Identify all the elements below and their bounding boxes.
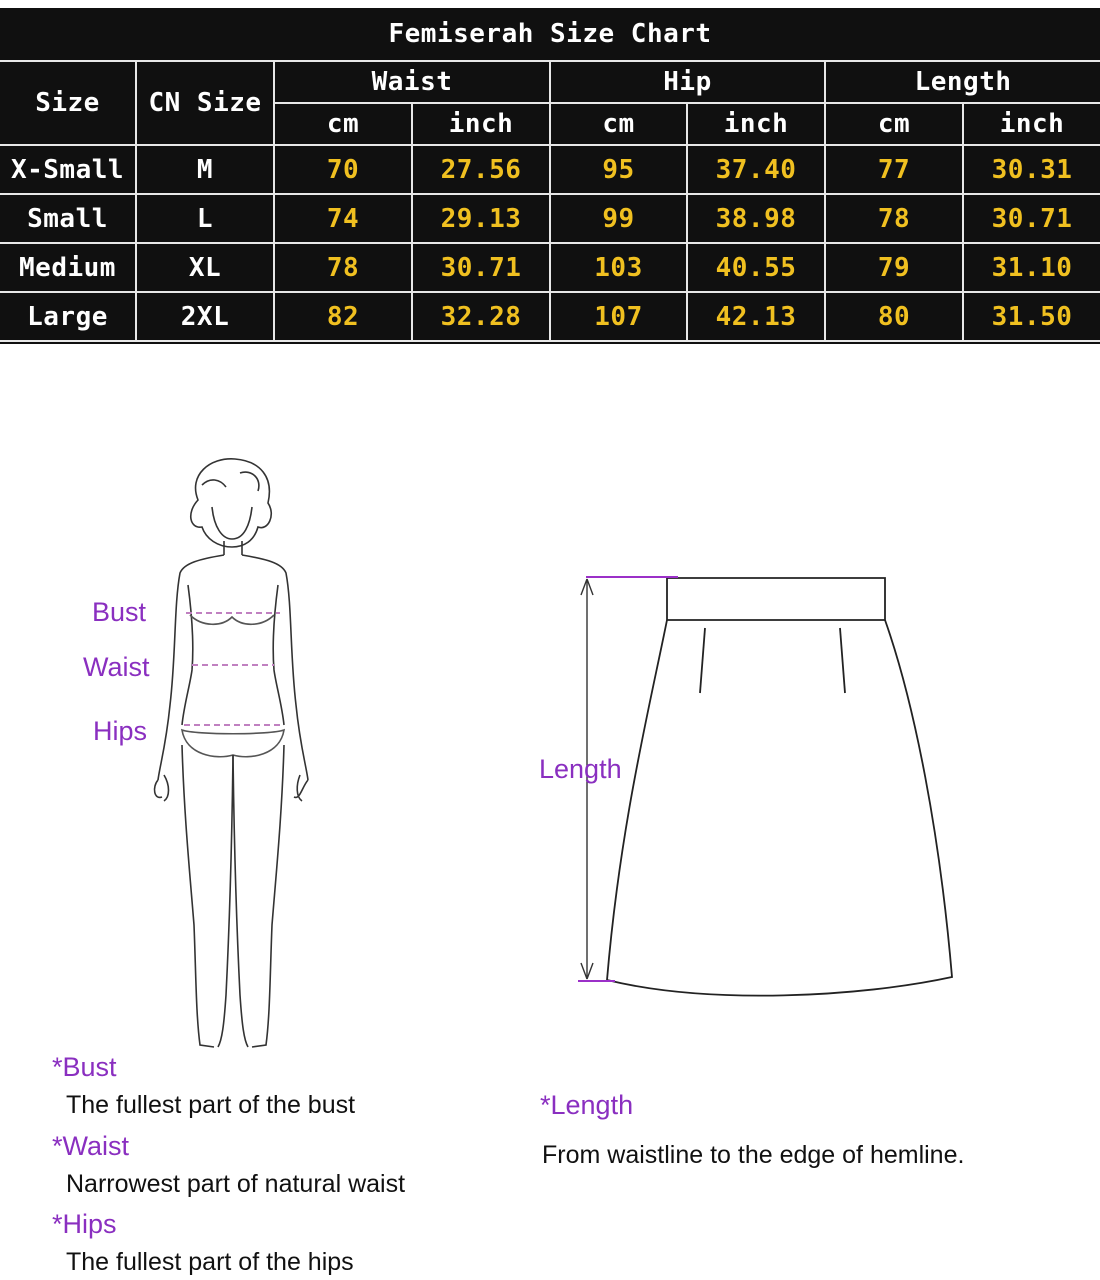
cell-size: Large	[0, 292, 136, 341]
cell-length-cm: 78	[825, 194, 963, 243]
cell-hip-inch: 38.98	[687, 194, 825, 243]
cell-cn-size: XL	[136, 243, 274, 292]
skirt-illustration	[560, 565, 960, 1005]
cell-hip-cm: 95	[550, 145, 687, 194]
cell-waist-cm: 70	[274, 145, 412, 194]
cell-hip-inch: 37.40	[687, 145, 825, 194]
cell-length-cm: 79	[825, 243, 963, 292]
header-hip-inch: inch	[687, 103, 825, 145]
header-size: Size	[0, 61, 136, 145]
waist-text: Narrowest part of natural waist	[66, 1170, 406, 1198]
cell-hip-cm: 99	[550, 194, 687, 243]
header-waist-inch: inch	[412, 103, 550, 145]
table-row	[0, 292, 1100, 341]
cell-cn-size: L	[136, 194, 274, 243]
cell-size: Small	[0, 194, 136, 243]
waist-label: Waist	[83, 652, 150, 682]
cell-length-inch: 30.31	[963, 145, 1100, 194]
cell-waist-inch: 30.71	[412, 243, 550, 292]
header-length: Length	[825, 61, 1100, 103]
cell-hip-inch: 42.13	[687, 292, 825, 341]
bust-text: The fullest part of the bust	[66, 1091, 356, 1119]
length-description	[540, 1090, 964, 1170]
header-hip-cm: cm	[550, 103, 687, 145]
cell-size: Medium	[0, 243, 136, 292]
cell-length-cm: 80	[825, 292, 963, 341]
header-cn-size: CN Size	[136, 61, 274, 145]
cell-size: X-Small	[0, 145, 136, 194]
cell-hip-cm: 107	[550, 292, 687, 341]
hips-term: *Hips	[52, 1209, 117, 1239]
table-row	[0, 145, 1100, 194]
cell-waist-inch: 32.28	[412, 292, 550, 341]
waist-description	[52, 1131, 405, 1199]
size-chart-table	[0, 8, 1100, 344]
length-text: From waistline to the edge of hemline.	[542, 1141, 965, 1169]
cell-waist-inch: 27.56	[412, 145, 550, 194]
cell-length-inch: 30.71	[963, 194, 1100, 243]
length-label: Length	[539, 754, 622, 784]
body-figure-illustration	[140, 455, 310, 1060]
cell-cn-size: 2XL	[136, 292, 274, 341]
hips-label: Hips	[93, 716, 148, 746]
header-length-cm: cm	[825, 103, 963, 145]
hips-description	[52, 1209, 354, 1277]
waist-term: *Waist	[52, 1131, 130, 1161]
cell-waist-inch: 29.13	[412, 194, 550, 243]
hips-text: The fullest part of the hips	[66, 1248, 354, 1276]
table-row	[0, 194, 1100, 243]
cell-hip-inch: 40.55	[687, 243, 825, 292]
cell-length-inch: 31.50	[963, 292, 1100, 341]
length-term: *Length	[540, 1090, 634, 1120]
cell-waist-cm: 78	[274, 243, 412, 292]
cell-hip-cm: 103	[550, 243, 687, 292]
bust-term: *Bust	[52, 1052, 117, 1082]
header-length-inch: inch	[963, 103, 1100, 145]
cell-waist-cm: 82	[274, 292, 412, 341]
cell-length-inch: 31.10	[963, 243, 1100, 292]
cell-cn-size: M	[136, 145, 274, 194]
header-waist: Waist	[274, 61, 550, 103]
cell-waist-cm: 74	[274, 194, 412, 243]
bust-label: Bust	[92, 597, 147, 627]
header-hip: Hip	[550, 61, 825, 103]
header-waist-cm: cm	[274, 103, 412, 145]
bust-description	[52, 1052, 355, 1120]
cell-length-cm: 77	[825, 145, 963, 194]
table-row	[0, 243, 1100, 292]
table-title: Femiserah Size Chart	[0, 8, 1100, 61]
